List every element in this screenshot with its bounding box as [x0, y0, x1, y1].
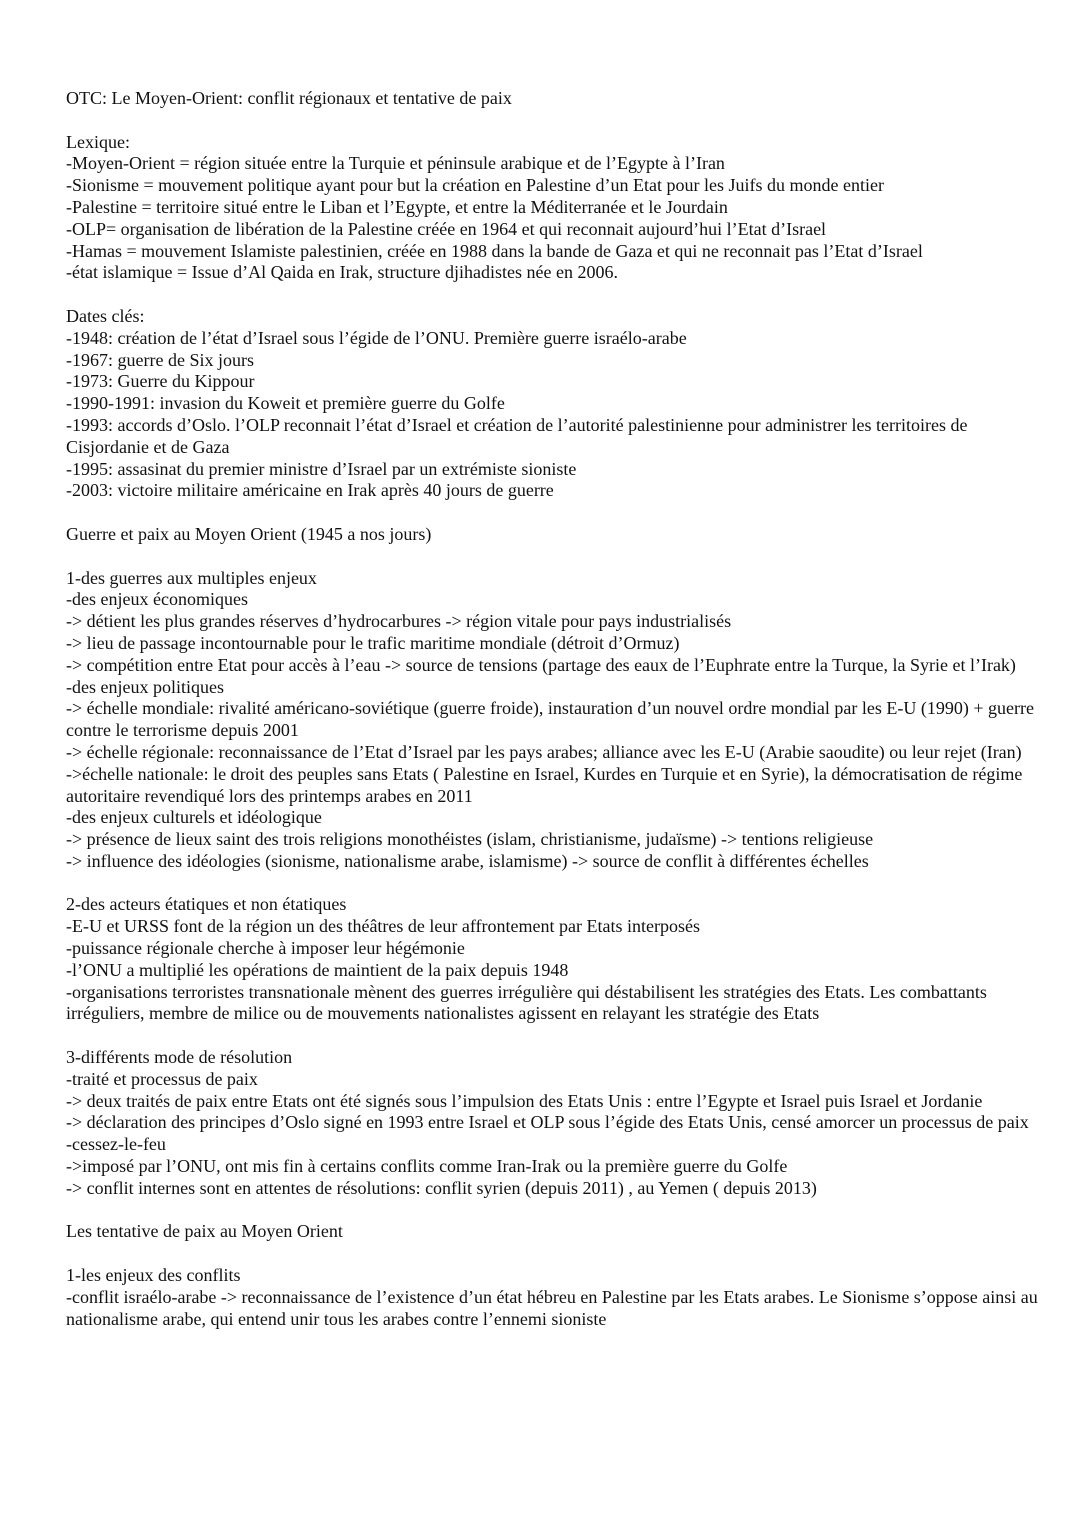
part-line: ->échelle nationale: le droit des peuples sans Etats ( Palestine en Israel, Kurdes en Turquie et en Syrie), la démocratisation de régime autoritaire revendiqué lors des printemps arabes en 2011 — [66, 763, 1023, 806]
guerre-paix-section — [66, 524, 1050, 546]
part-line: -organisations terroristes transnationale mènent des guerres irrégulière qui déstabilisent les stratégies des Etats. Les combattants irréguliers, membre de milice ou de mouvements nationalistes agissent en relayant les stratégie des Etats — [66, 981, 987, 1024]
date-item: -1993: accords d’Oslo. l’OLP reconnait l’état d’Israel et création de l’autorité palestinienne pour administrer les territoires de Cisjordanie et de Gaza — [66, 414, 968, 457]
date-item: -2003: victoire militaire américaine en Irak après 40 jours de guerre — [66, 480, 554, 501]
date-item: -1995: assasinat du premier ministre d’Israel par un extrémiste sioniste — [66, 458, 577, 479]
part2-section — [66, 894, 1050, 1025]
lexique-item: -OLP= organisation de libération de la Palestine créée en 1964 et qui reconnait aujourd’hui l’Etat d’Israel — [66, 218, 827, 239]
part-heading: 2-des acteurs étatiques et non étatiques — [66, 894, 347, 915]
lexique-item: -Moyen-Orient = région située entre la Turquie et péninsule arabique et de l’Egypte à l’Iran — [66, 153, 725, 174]
part-line: -> échelle régionale: reconnaissance de l’Etat d’Israel par les pays arabes; alliance avec les E-U (Arabie saoudite) ou leur rejet (Iran) — [66, 741, 1022, 762]
part-line: -> déclaration des principes d’Oslo signé en 1993 entre Israel et OLP sous l’égide des Etats Unis, censé amorcer un processus de paix — [66, 1112, 1029, 1133]
part-heading: 3-différents mode de résolution — [66, 1047, 293, 1068]
part-line: ->imposé par l’ONU, ont mis fin à certains conflits comme Iran-Irak ou la première guerre du Golfe — [66, 1156, 788, 1177]
date-item: -1973: Guerre du Kippour — [66, 371, 255, 392]
date-item: -1990-1991: invasion du Koweit et première guerre du Golfe — [66, 393, 505, 414]
part-line: -l’ONU a multiplié les opérations de maintient de la paix depuis 1948 — [66, 959, 569, 980]
lexique-item: -état islamique = Issue d’Al Qaida en Irak, structure djihadistes née en 2006. — [66, 262, 618, 283]
part-line: -> influence des idéologies (sionisme, nationalisme arabe, islamisme) -> source de conflit à différentes échelles — [66, 850, 869, 871]
lexique-heading: Lexique: — [66, 131, 130, 152]
part3-section — [66, 1047, 1050, 1200]
part-line: -> détient les plus grandes réserves d’hydrocarbures -> région vitale pour pays industrialisés — [66, 611, 732, 632]
dates-section — [66, 306, 1050, 502]
part-line: -traité et processus de paix — [66, 1068, 258, 1089]
lexique-section — [66, 132, 1050, 285]
lexique-item: -Hamas = mouvement Islamiste palestinien, créée en 1988 dans la bande de Gaza et qui ne reconnait pas l’Etat d’Israel — [66, 240, 923, 261]
date-item: -1948: création de l’état d’Israel sous l’égide de l’ONU. Première guerre israélo-arabe — [66, 327, 687, 348]
lexique-item: -Sionisme = mouvement politique ayant pour but la création en Palestine d’un Etat pour les Juifs du monde entier — [66, 175, 884, 196]
part-line: -des enjeux culturels et idéologique — [66, 807, 322, 828]
part-line: -des enjeux économiques — [66, 589, 248, 610]
part-line: -E-U et URSS font de la région un des théâtres de leur affrontement par Etats interposés — [66, 916, 700, 937]
tentatives-paix-section — [66, 1221, 1050, 1243]
dates-heading: Dates clés: — [66, 305, 145, 326]
part-heading: 1-des guerres aux multiples enjeux — [66, 567, 317, 588]
part-line: -> deux traités de paix entre Etats ont été signés sous l’impulsion des Etats Unis : entre l’Egypte et Israel puis Israel et Jordanie — [66, 1090, 983, 1111]
part-heading: 1-les enjeux des conflits — [66, 1265, 241, 1286]
section-heading: Guerre et paix au Moyen Orient (1945 a nos jours) — [66, 523, 432, 544]
section-heading: Les tentative de paix au Moyen Orient — [66, 1221, 343, 1242]
part-line: -> conflit internes sont en attentes de résolutions: conflit syrien (depuis 2011) , au Yemen ( depuis 2013) — [66, 1177, 817, 1198]
document-title: OTC: Le Moyen-Orient: conflit régionaux et tentative de paix — [66, 88, 512, 108]
part-line: -cessez-le-feu — [66, 1134, 166, 1155]
part-line: -puissance régionale cherche à imposer leur hégémonie — [66, 938, 465, 959]
part-line: -> lieu de passage incontournable pour le trafic maritime mondiale (détroit d’Ormuz) — [66, 632, 680, 653]
part-line: -> compétition entre Etat pour accès à l’eau -> source de tensions (partage des eaux de l’Euphrate entre la Turque, la Syrie et l’Irak) — [66, 654, 1016, 675]
part1-section — [66, 568, 1050, 873]
part4-section — [66, 1265, 1050, 1330]
part-line: -conflit israélo-arabe -> reconnaissance de l’existence d’un état hébreu en Palestine par les Etats arabes. Le Sionisme s’oppose ainsi au nationalisme arabe, qui entend unir tous les arabes contre l’ennemi sioniste — [66, 1286, 1038, 1329]
part-line: -des enjeux politiques — [66, 676, 224, 697]
date-item: -1967: guerre de Six jours — [66, 349, 254, 370]
lexique-item: -Palestine = territoire situé entre le Liban et l’Egypte, et entre la Méditerranée et le Jourdain — [66, 196, 728, 217]
part-line: -> échelle mondiale: rivalité américano-soviétique (guerre froide), instauration d’un nouvel ordre mondial par les E-U (1990) + guerre contre le terrorisme depuis 2001 — [66, 698, 1034, 741]
part-line: -> présence de lieux saint des trois religions monothéistes (islam, christianisme, judaïsme) -> tentions religieuse — [66, 829, 874, 850]
